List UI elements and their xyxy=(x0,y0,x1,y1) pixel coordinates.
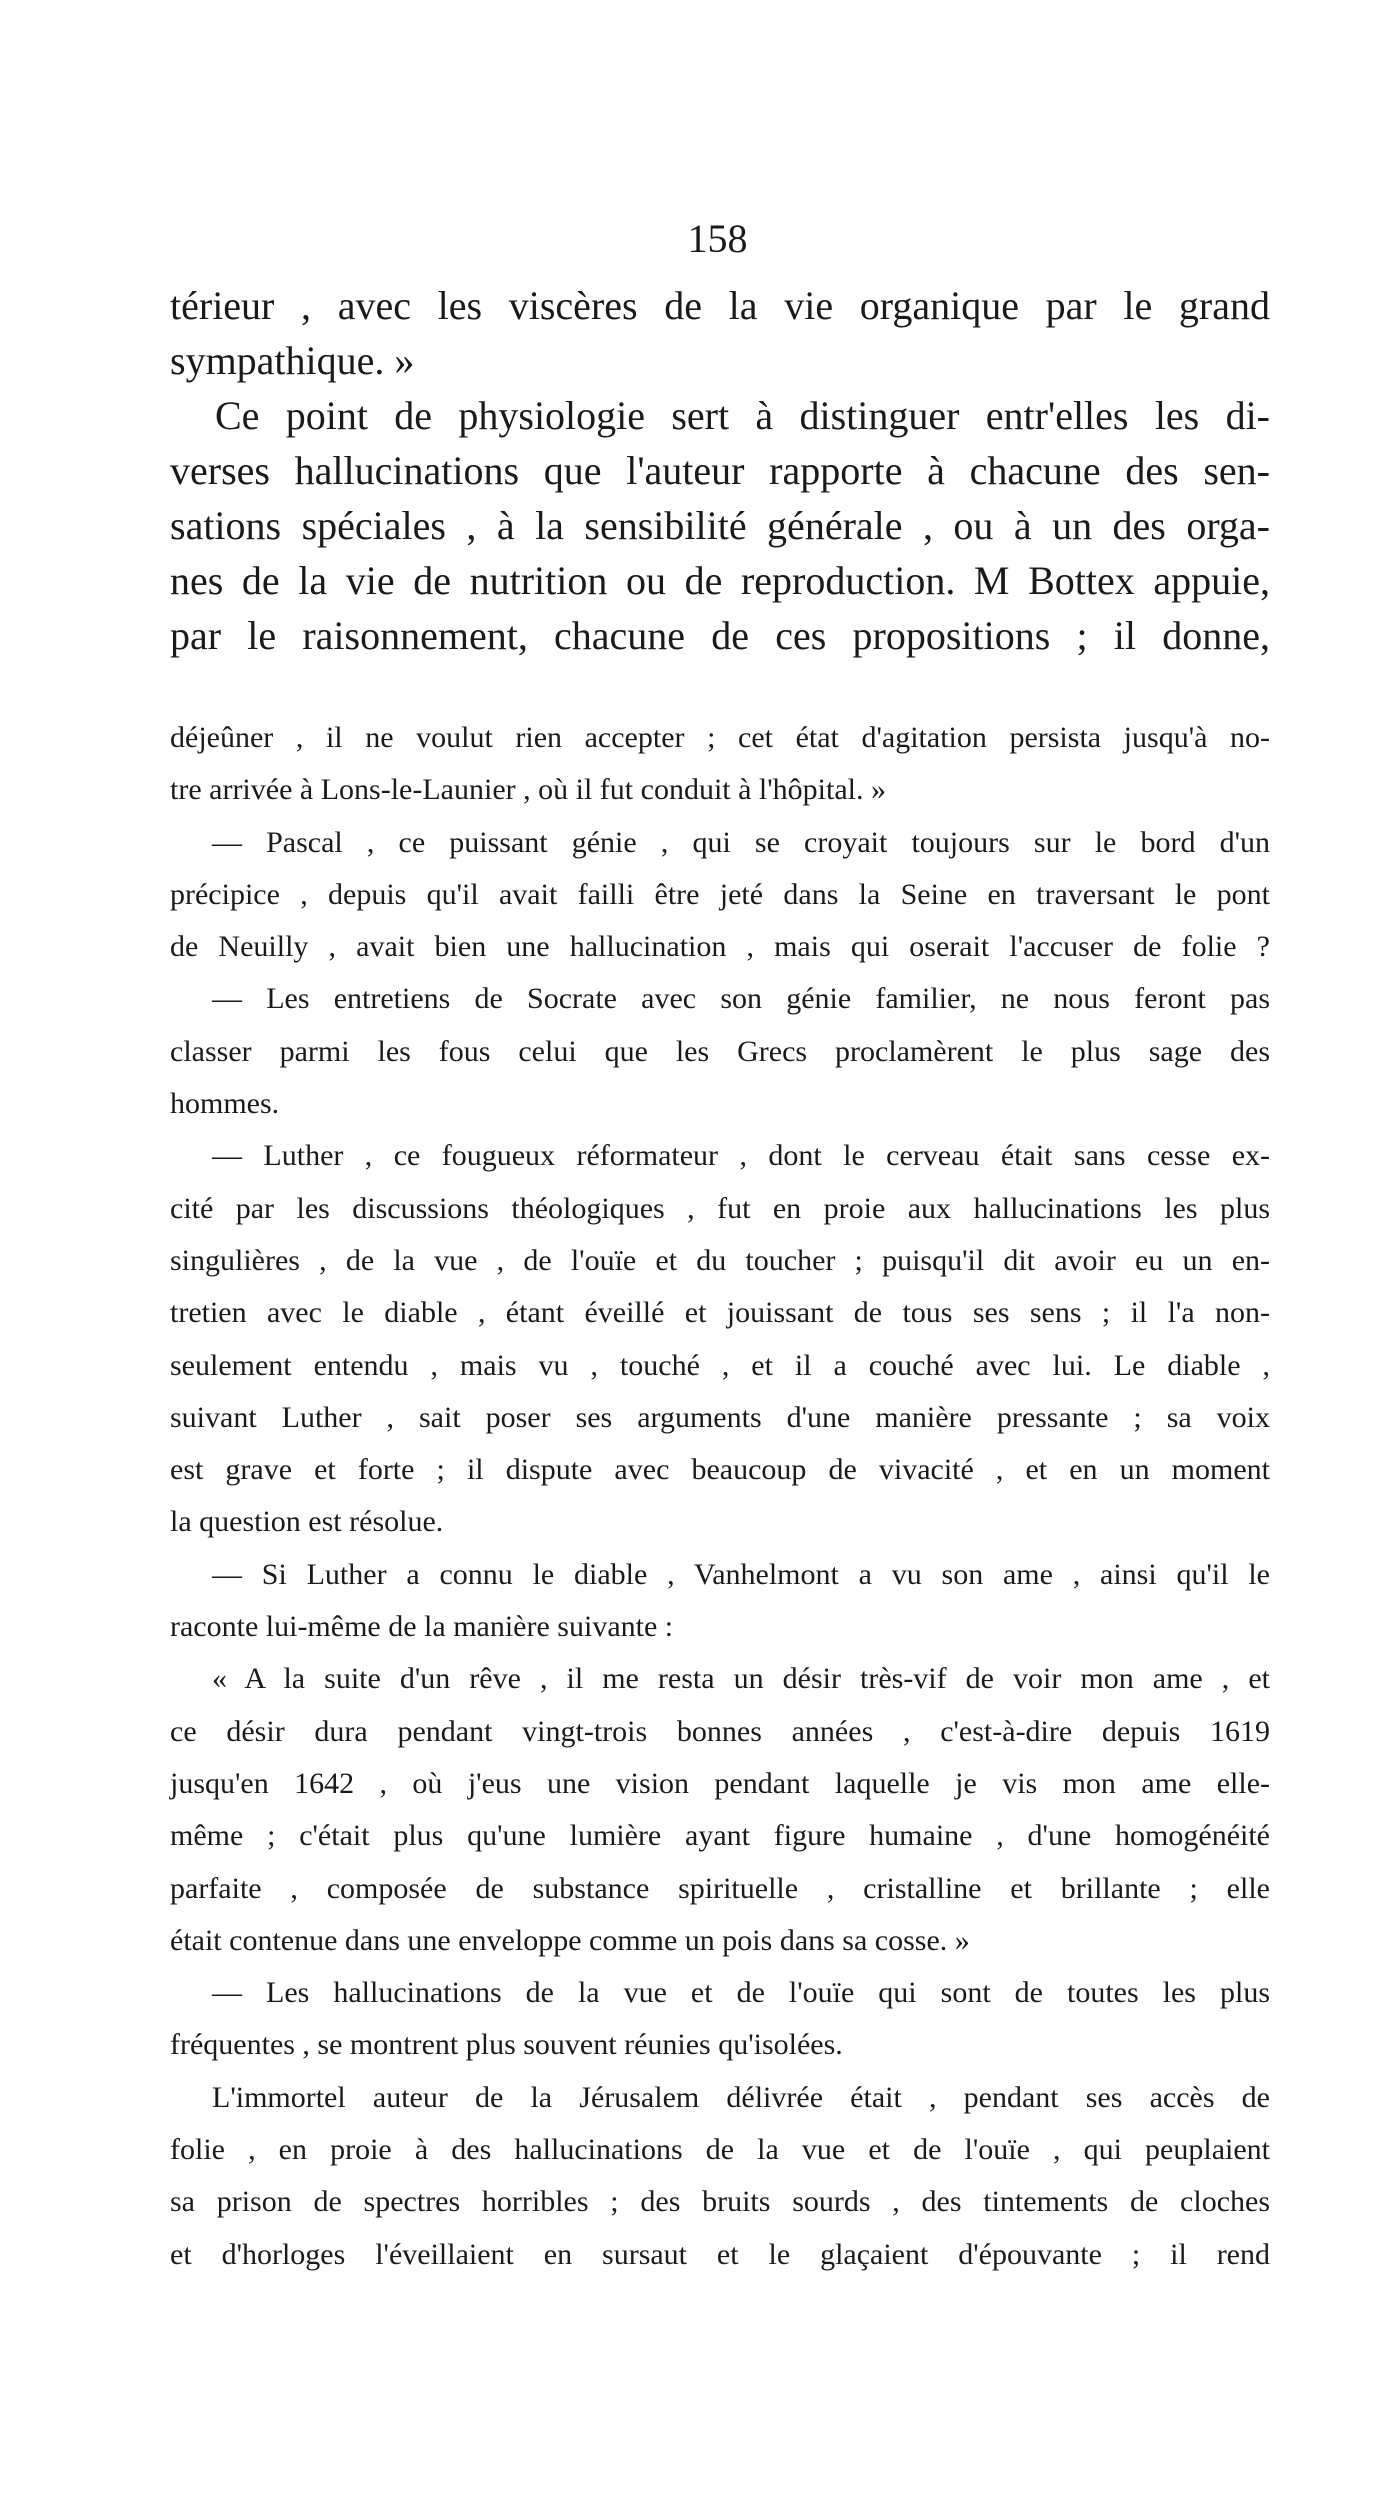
text-line: — Pascal , ce puissant génie , qui se croyait toujours sur le bord d'un xyxy=(212,825,1270,859)
text-line: Ce point de physiologie sert à distinguer entr'elles les di- xyxy=(215,393,1270,438)
text-line: suivant Luther , sait poser ses arguments d'une manière pressante ; sa voix xyxy=(170,1400,1270,1434)
text-line: cité par les discussions théologiques , fut en proie aux hallucinations les plus xyxy=(170,1191,1270,1225)
text-line: sympathique. » xyxy=(170,338,415,383)
text-line: est grave et forte ; il dispute avec beaucoup de vivacité , et en un moment xyxy=(170,1453,1270,1487)
text-line: même ; c'était plus qu'une lumière ayant figure humaine , d'une homogénéité xyxy=(170,1819,1270,1853)
smaller-text-block xyxy=(170,712,1270,2281)
text-line: ce désir dura pendant vingt-trois bonnes années , c'est-à-dire depuis 1619 xyxy=(170,1714,1270,1748)
text-line: sations spéciales , à la sensibilité générale , ou à un des orga- xyxy=(170,503,1270,548)
text-line: raconte lui-même de la manière suivante : xyxy=(170,1610,674,1644)
text-line: — Les entretiens de Socrate avec son génie familier, ne nous feront pas xyxy=(212,982,1270,1016)
text-line: — Si Luther a connu le diable , Vanhelmont a vu son ame , ainsi qu'il le xyxy=(212,1557,1270,1591)
text-line: par le raisonnement, chacune de ces propositions ; il donne, xyxy=(170,613,1270,658)
text-line: et d'horloges l'éveillaient en sursaut et le glaçaient d'épouvante ; il rend xyxy=(170,2237,1270,2271)
text-line: jusqu'en 1642 , où j'eus une vision pendant laquelle je vis mon ame elle- xyxy=(170,1766,1270,1800)
text-line: tretien avec le diable , étant éveillé et jouissant de tous ses sens ; il l'a non- xyxy=(170,1296,1270,1330)
text-line: « A la suite d'un rêve , il me resta un désir très-vif de voir mon ame , et xyxy=(212,1662,1270,1696)
main-text-block xyxy=(170,278,1270,663)
text-line: nes de la vie de nutrition ou de reproduction. M Bottex appuie, xyxy=(170,558,1270,603)
text-line: verses hallucinations que l'auteur rapporte à chacune des sen- xyxy=(170,448,1270,493)
page-number: 158 xyxy=(687,216,748,261)
text-line: — Luther , ce fougueux réformateur , dont le cerveau était sans cesse ex- xyxy=(212,1139,1270,1173)
text-line: folie , en proie à des hallucinations de la vue et de l'ouïe , qui peuplaient xyxy=(170,2133,1270,2167)
text-line: hommes. xyxy=(170,1087,280,1121)
text-line: sa prison de spectres horribles ; des bruits sourds , des tintements de cloches xyxy=(170,2185,1270,2219)
text-line: parfaite , composée de substance spirituelle , cristalline et brillante ; elle xyxy=(170,1871,1270,1905)
text-line: térieur , avec les viscères de la vie organique par le grand xyxy=(170,283,1270,328)
text-line: singulières , de la vue , de l'ouïe et du toucher ; puisqu'il dit avoir eu un en- xyxy=(170,1243,1270,1277)
text-line: de Neuilly , avait bien une hallucination , mais qui oserait l'accuser de folie ? xyxy=(170,930,1270,964)
text-line: était contenue dans une enveloppe comme un pois dans sa cosse. » xyxy=(170,1923,970,1957)
text-line: tre arrivée à Lons-le-Launier , où il fut conduit à l'hôpital. » xyxy=(170,773,886,807)
text-line: L'immortel auteur de la Jérusalem délivrée était , pendant ses accès de xyxy=(212,2080,1270,2114)
text-line: déjeûner , il ne voulut rien accepter ; cet état d'agitation persista jusqu'à no- xyxy=(170,721,1270,754)
text-line: classer parmi les fous celui que les Grecs proclamèrent le plus sage des xyxy=(170,1034,1270,1068)
text-line: la question est résolue. xyxy=(170,1505,444,1539)
text-line: seulement entendu , mais vu , touché , et il a couché avec lui. Le diable , xyxy=(170,1348,1270,1382)
text-line: précipice , depuis qu'il avait failli être jeté dans la Seine en traversant le pont xyxy=(170,877,1270,911)
text-line: fréquentes , se montrent plus souvent réunies qu'isolées. xyxy=(170,2028,843,2062)
text-line: — Les hallucinations de la vue et de l'ouïe qui sont de toutes les plus xyxy=(212,1976,1270,2010)
